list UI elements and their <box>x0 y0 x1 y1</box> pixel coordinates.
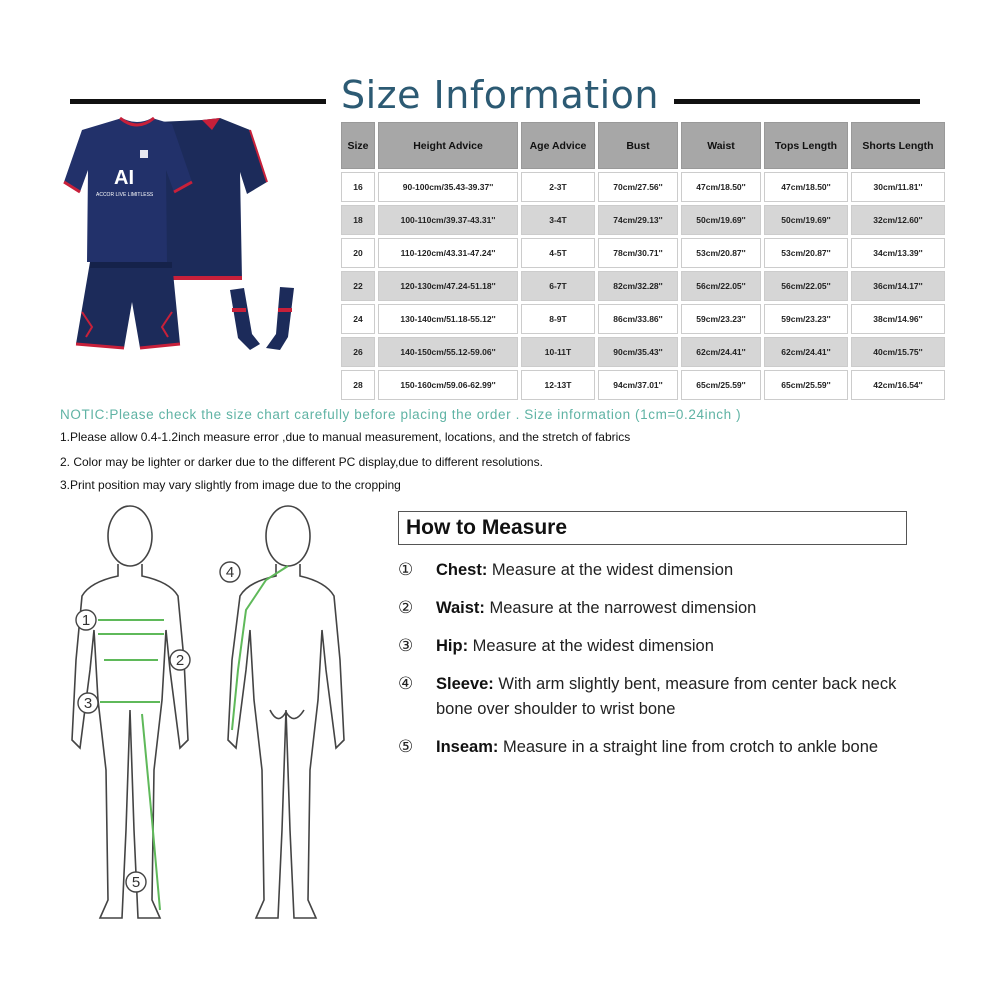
kit-product-image <box>62 112 332 380</box>
cell-shorts-length: 36cm/14.17'' <box>851 271 945 301</box>
size-notice: NOTIC:Please check the size chart carefully before placing the order . Size information (1cm=0.24inch ) <box>60 407 742 422</box>
cell-height: 90-100cm/35.43-39.37'' <box>378 172 518 202</box>
cell-age: 4-5T <box>521 238 595 268</box>
table-row <box>341 271 945 301</box>
cell-waist: 56cm/22.05'' <box>681 271 761 301</box>
cell-age: 3-4T <box>521 205 595 235</box>
cell-waist: 59cm/23.23'' <box>681 304 761 334</box>
cell-height: 130-140cm/51.18-55.12'' <box>378 304 518 334</box>
cell-size: 20 <box>341 238 375 268</box>
sleeve-instruction <box>436 672 916 722</box>
sleeve-number: ④ <box>398 674 414 694</box>
marker-4-label: 4 <box>225 564 235 581</box>
cell-waist: 47cm/18.50'' <box>681 172 761 202</box>
cell-height: 140-150cm/55.12-59.06'' <box>378 337 518 367</box>
marker-5-label: 5 <box>131 874 141 891</box>
size-table <box>338 119 948 403</box>
cell-bust: 78cm/30.71'' <box>598 238 678 268</box>
table-row <box>341 370 945 400</box>
cell-height: 110-120cm/43.31-47.24'' <box>378 238 518 268</box>
measure-lines <box>98 566 288 910</box>
cell-age: 6-7T <box>521 271 595 301</box>
body-measure-figures <box>60 500 380 940</box>
cell-tops-length: 59cm/23.23'' <box>764 304 848 334</box>
header-shorts-length: Shorts Length <box>851 122 945 169</box>
cell-size: 28 <box>341 370 375 400</box>
socks <box>230 287 294 350</box>
chest-text: Measure at the widest dimension <box>487 561 734 579</box>
cell-tops-length: 50cm/19.69'' <box>764 205 848 235</box>
cell-age: 12-13T <box>521 370 595 400</box>
inseam-text: Measure in a straight line from crotch to ankle bone <box>498 738 879 756</box>
table-row <box>341 172 945 202</box>
cell-age: 10-11T <box>521 337 595 367</box>
waist-number: ② <box>398 598 414 618</box>
sleeve-text: With arm slightly bent, measure from center back neck bone over shoulder to wrist bone <box>436 675 897 718</box>
cell-waist: 62cm/24.41'' <box>681 337 761 367</box>
cell-tops-length: 47cm/18.50'' <box>764 172 848 202</box>
title-rule-left <box>70 99 326 104</box>
hip-label: Hip: <box>436 637 469 655</box>
cell-size: 16 <box>341 172 375 202</box>
header-waist: Waist <box>681 122 761 169</box>
waist-label: Waist: <box>436 599 485 617</box>
table-row <box>341 304 945 334</box>
cell-waist: 65cm/25.59'' <box>681 370 761 400</box>
cell-shorts-length: 38cm/14.96'' <box>851 304 945 334</box>
cell-bust: 82cm/32.28'' <box>598 271 678 301</box>
shorts <box>76 262 180 348</box>
header-bust: Bust <box>598 122 678 169</box>
header-age-advice: Age Advice <box>521 122 595 169</box>
chest-label: Chest: <box>436 561 488 579</box>
cell-bust: 90cm/35.43'' <box>598 337 678 367</box>
inseam-instruction <box>436 735 896 760</box>
cell-age: 8-9T <box>521 304 595 334</box>
cell-shorts-length: 40cm/15.75'' <box>851 337 945 367</box>
inseam-number: ⑤ <box>398 737 414 757</box>
cell-waist: 53cm/20.87'' <box>681 238 761 268</box>
jersey-sponsor-text: ACCOR LIVE LIMITLESS <box>96 192 154 198</box>
sleeve-label: Sleeve: <box>436 675 494 693</box>
waist-text: Measure at the narrowest dimension <box>484 599 757 617</box>
chest-measure-line <box>98 620 164 634</box>
cell-tops-length: 53cm/20.87'' <box>764 238 848 268</box>
cell-shorts-length: 42cm/16.54'' <box>851 370 945 400</box>
cell-shorts-length: 30cm/11.81'' <box>851 172 945 202</box>
table-row <box>341 205 945 235</box>
marker-1-label: 1 <box>81 612 91 629</box>
cell-height: 100-110cm/39.37-43.31'' <box>378 205 518 235</box>
table-row <box>341 238 945 268</box>
header-size: Size <box>341 122 375 169</box>
cell-shorts-length: 32cm/12.60'' <box>851 205 945 235</box>
cell-age: 2-3T <box>521 172 595 202</box>
waist-instruction <box>436 596 936 621</box>
cell-waist: 50cm/19.69'' <box>681 205 761 235</box>
cell-size: 18 <box>341 205 375 235</box>
note-color-difference: 2. Color may be lighter or darker due to the different PC display,due to different resolutions. <box>60 455 543 469</box>
hip-number: ③ <box>398 636 414 656</box>
note-print-position: 3.Print position may vary slightly from image due to the cropping <box>60 478 401 492</box>
how-to-measure-title: How to Measure <box>406 516 568 539</box>
page-title: Size Information <box>340 73 660 117</box>
table-row <box>341 337 945 367</box>
cell-height: 150-160cm/59.06-62.99'' <box>378 370 518 400</box>
hip-text: Measure at the widest dimension <box>468 637 714 655</box>
header-tops-length: Tops Length <box>764 122 848 169</box>
sleeve-measure-line <box>232 566 288 730</box>
note-measure-error: 1.Please allow 0.4-1.2inch measure error ,due to manual measurement, locations, and the stretch of fabrics <box>60 430 631 444</box>
cell-size: 22 <box>341 271 375 301</box>
cell-tops-length: 62cm/24.41'' <box>764 337 848 367</box>
jersey-chest-print: AI <box>114 167 134 189</box>
hip-instruction <box>436 634 936 659</box>
marker-3-label: 3 <box>83 695 93 712</box>
title-rule-right <box>674 99 920 104</box>
cell-tops-length: 56cm/22.05'' <box>764 271 848 301</box>
cell-bust: 94cm/37.01'' <box>598 370 678 400</box>
cell-bust: 70cm/27.56'' <box>598 172 678 202</box>
marker-2-label: 2 <box>175 652 185 669</box>
cell-size: 26 <box>341 337 375 367</box>
chest-number: ① <box>398 560 414 580</box>
inseam-label: Inseam: <box>436 738 499 756</box>
cell-tops-length: 65cm/25.59'' <box>764 370 848 400</box>
cell-height: 120-130cm/47.24-51.18'' <box>378 271 518 301</box>
header-height-advice: Height Advice <box>378 122 518 169</box>
chest-instruction <box>436 558 936 583</box>
cell-shorts-length: 34cm/13.39'' <box>851 238 945 268</box>
cell-size: 24 <box>341 304 375 334</box>
size-table-header-row <box>341 122 945 169</box>
cell-bust: 74cm/29.13'' <box>598 205 678 235</box>
cell-bust: 86cm/33.86'' <box>598 304 678 334</box>
